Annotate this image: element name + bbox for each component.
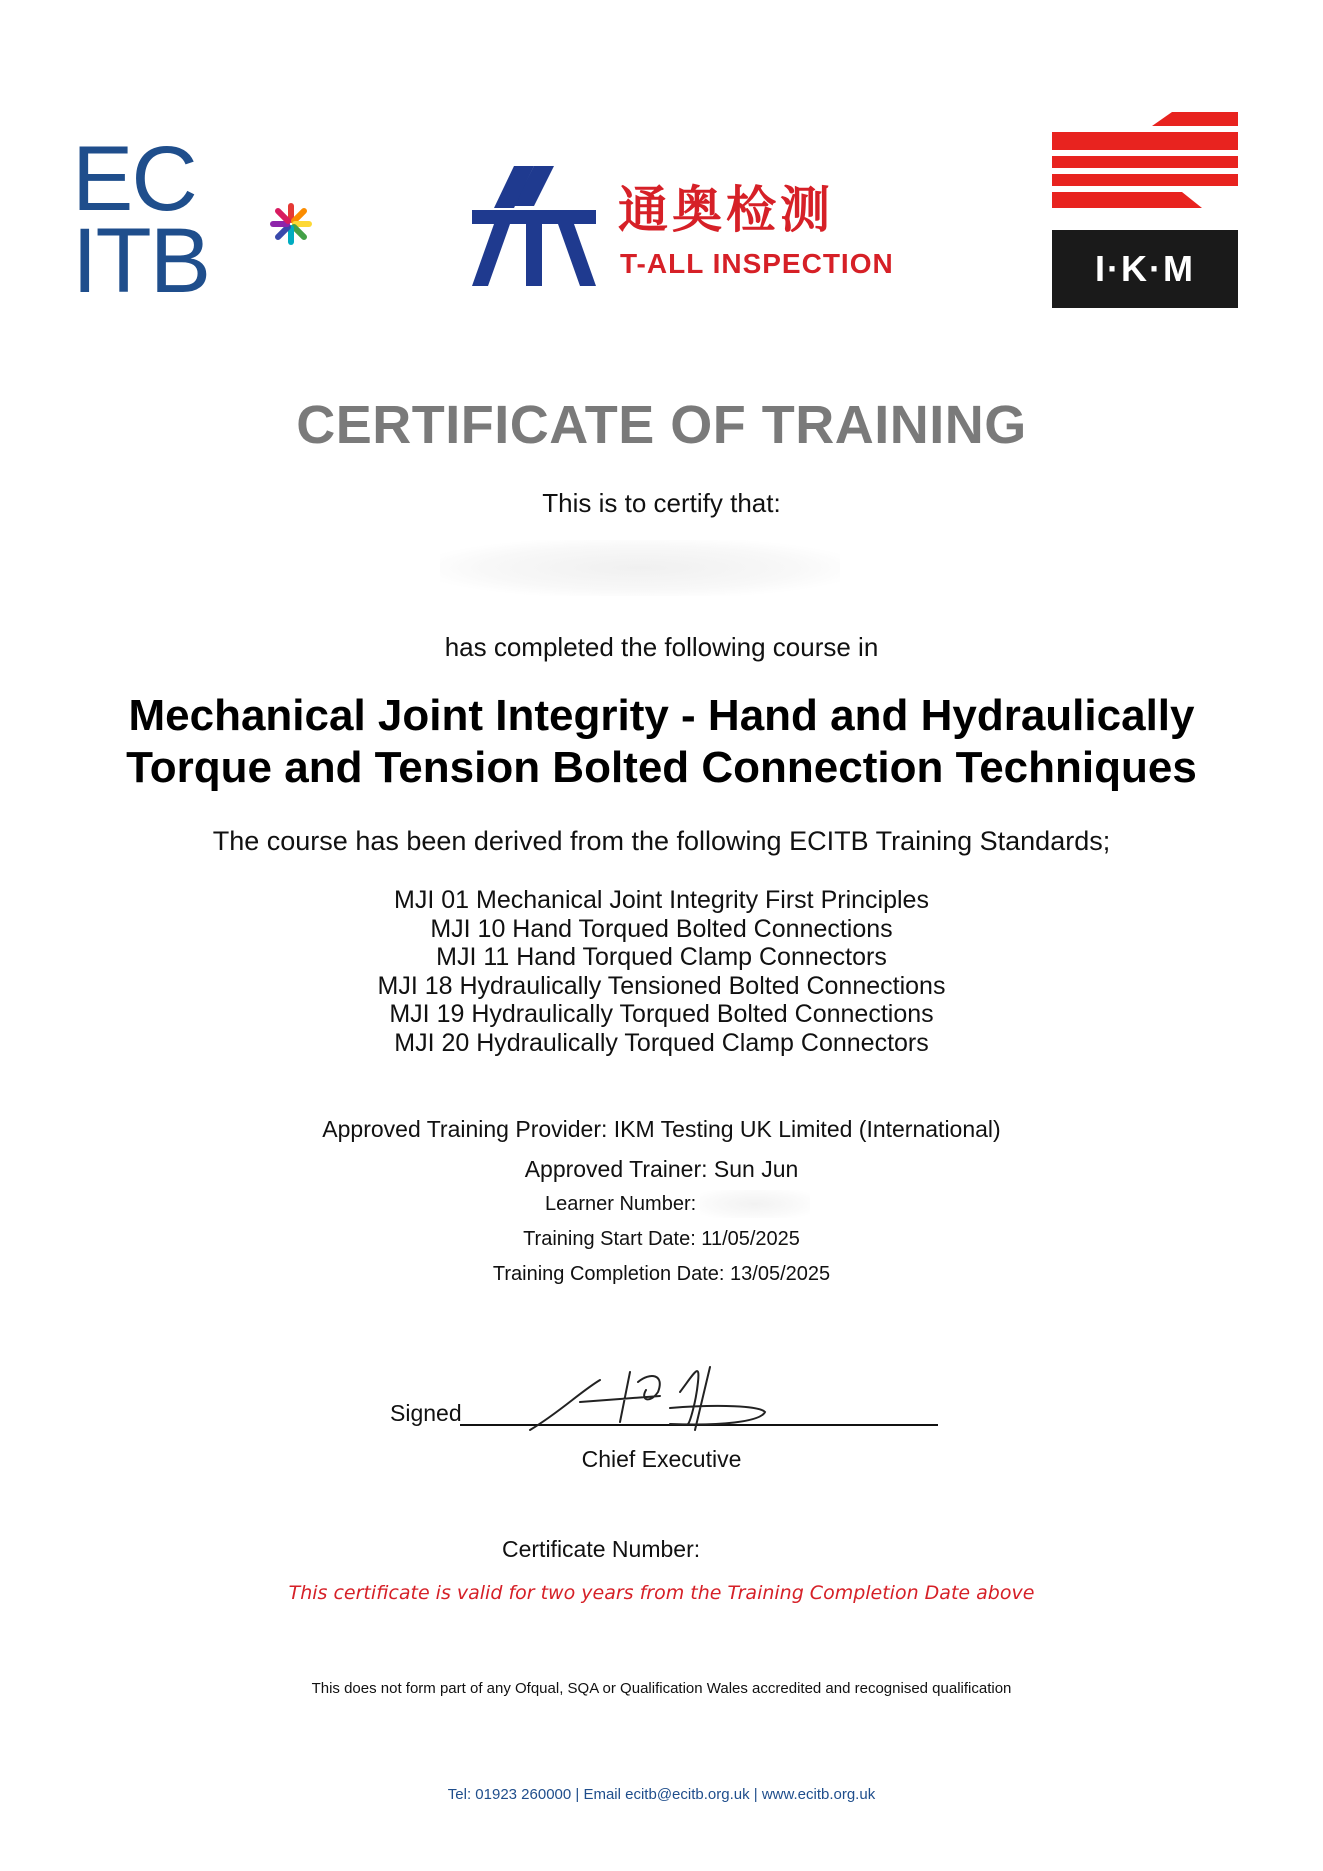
validity-note: This certificate is valid for two years from the Training Completion Date above xyxy=(288,1582,1035,1604)
ecitb-logo-line1: EC xyxy=(72,128,196,230)
redacted-learner-number xyxy=(700,1190,810,1218)
ecitb-logo-line2: ITB xyxy=(72,210,210,312)
course-title-line2: Torque and Tension Bolted Connection Techniques xyxy=(126,743,1197,792)
signature-scribble-icon xyxy=(520,1352,820,1442)
course-title xyxy=(0,690,1323,794)
certify-text: This is to certify that: xyxy=(542,488,781,518)
redacted-learner-name xyxy=(440,540,840,596)
standards-list xyxy=(0,886,1323,1058)
tall-inspection-logo xyxy=(472,160,912,290)
completed-text: has completed the following course in xyxy=(444,632,879,662)
certificate-title: CERTIFICATE OF TRAINING xyxy=(296,395,1027,455)
standard-item: MJI 10 Hand Torqued Bolted Connections xyxy=(430,914,893,943)
standard-item: MJI 11 Hand Torqued Clamp Connectors xyxy=(436,943,887,972)
footer-contact: Tel: 01923 260000 | Email ecitb@ecitb.org.uk | www.ecitb.org.uk xyxy=(447,1786,876,1803)
ikm-wordmark: I·K·M xyxy=(1052,230,1238,308)
standard-item: MJI 18 Hydraulically Tensioned Bolted Connections xyxy=(377,971,946,1000)
standard-item: MJI 19 Hydraulically Torqued Bolted Connections xyxy=(389,1000,934,1029)
course-title-line1: Mechanical Joint Integrity - Hand and Hydraulically xyxy=(128,691,1195,740)
standard-item: MJI 01 Mechanical Joint Integrity First Principles xyxy=(394,886,929,914)
ikm-stripes-icon xyxy=(1052,112,1238,208)
learner-number-label: Learner Number: xyxy=(545,1193,697,1215)
tall-english-name: T-ALL INSPECTION xyxy=(620,248,894,279)
training-completion-date: Training Completion Date: 13/05/2025 xyxy=(492,1263,831,1285)
qualification-disclaimer: This does not form part of any Ofqual, SQA or Qualification Wales accredited and recognised qualification xyxy=(311,1680,1012,1697)
training-provider: Approved Training Provider: IKM Testing UK Limited (International) xyxy=(322,1116,1001,1142)
ikm-logo xyxy=(1052,112,1238,308)
chief-executive-label: Chief Executive xyxy=(581,1446,742,1472)
tall-chinese-name: 通奥检测 xyxy=(618,181,834,239)
training-start-date: Training Start Date: 11/05/2025 xyxy=(523,1228,800,1250)
approved-trainer: Approved Trainer: Sun Jun xyxy=(524,1156,799,1182)
derived-text: The course has been derived from the following ECITB Training Standards; xyxy=(212,826,1111,856)
ecitb-logo xyxy=(72,128,332,318)
ecitb-star-icon xyxy=(267,200,315,248)
certificate-number-label: Certificate Number: xyxy=(502,1536,701,1562)
standard-item: MJI 20 Hydraulically Torqued Clamp Connectors xyxy=(394,1028,929,1057)
signed-label: Signed xyxy=(390,1400,462,1426)
tall-mark-icon xyxy=(472,164,596,288)
